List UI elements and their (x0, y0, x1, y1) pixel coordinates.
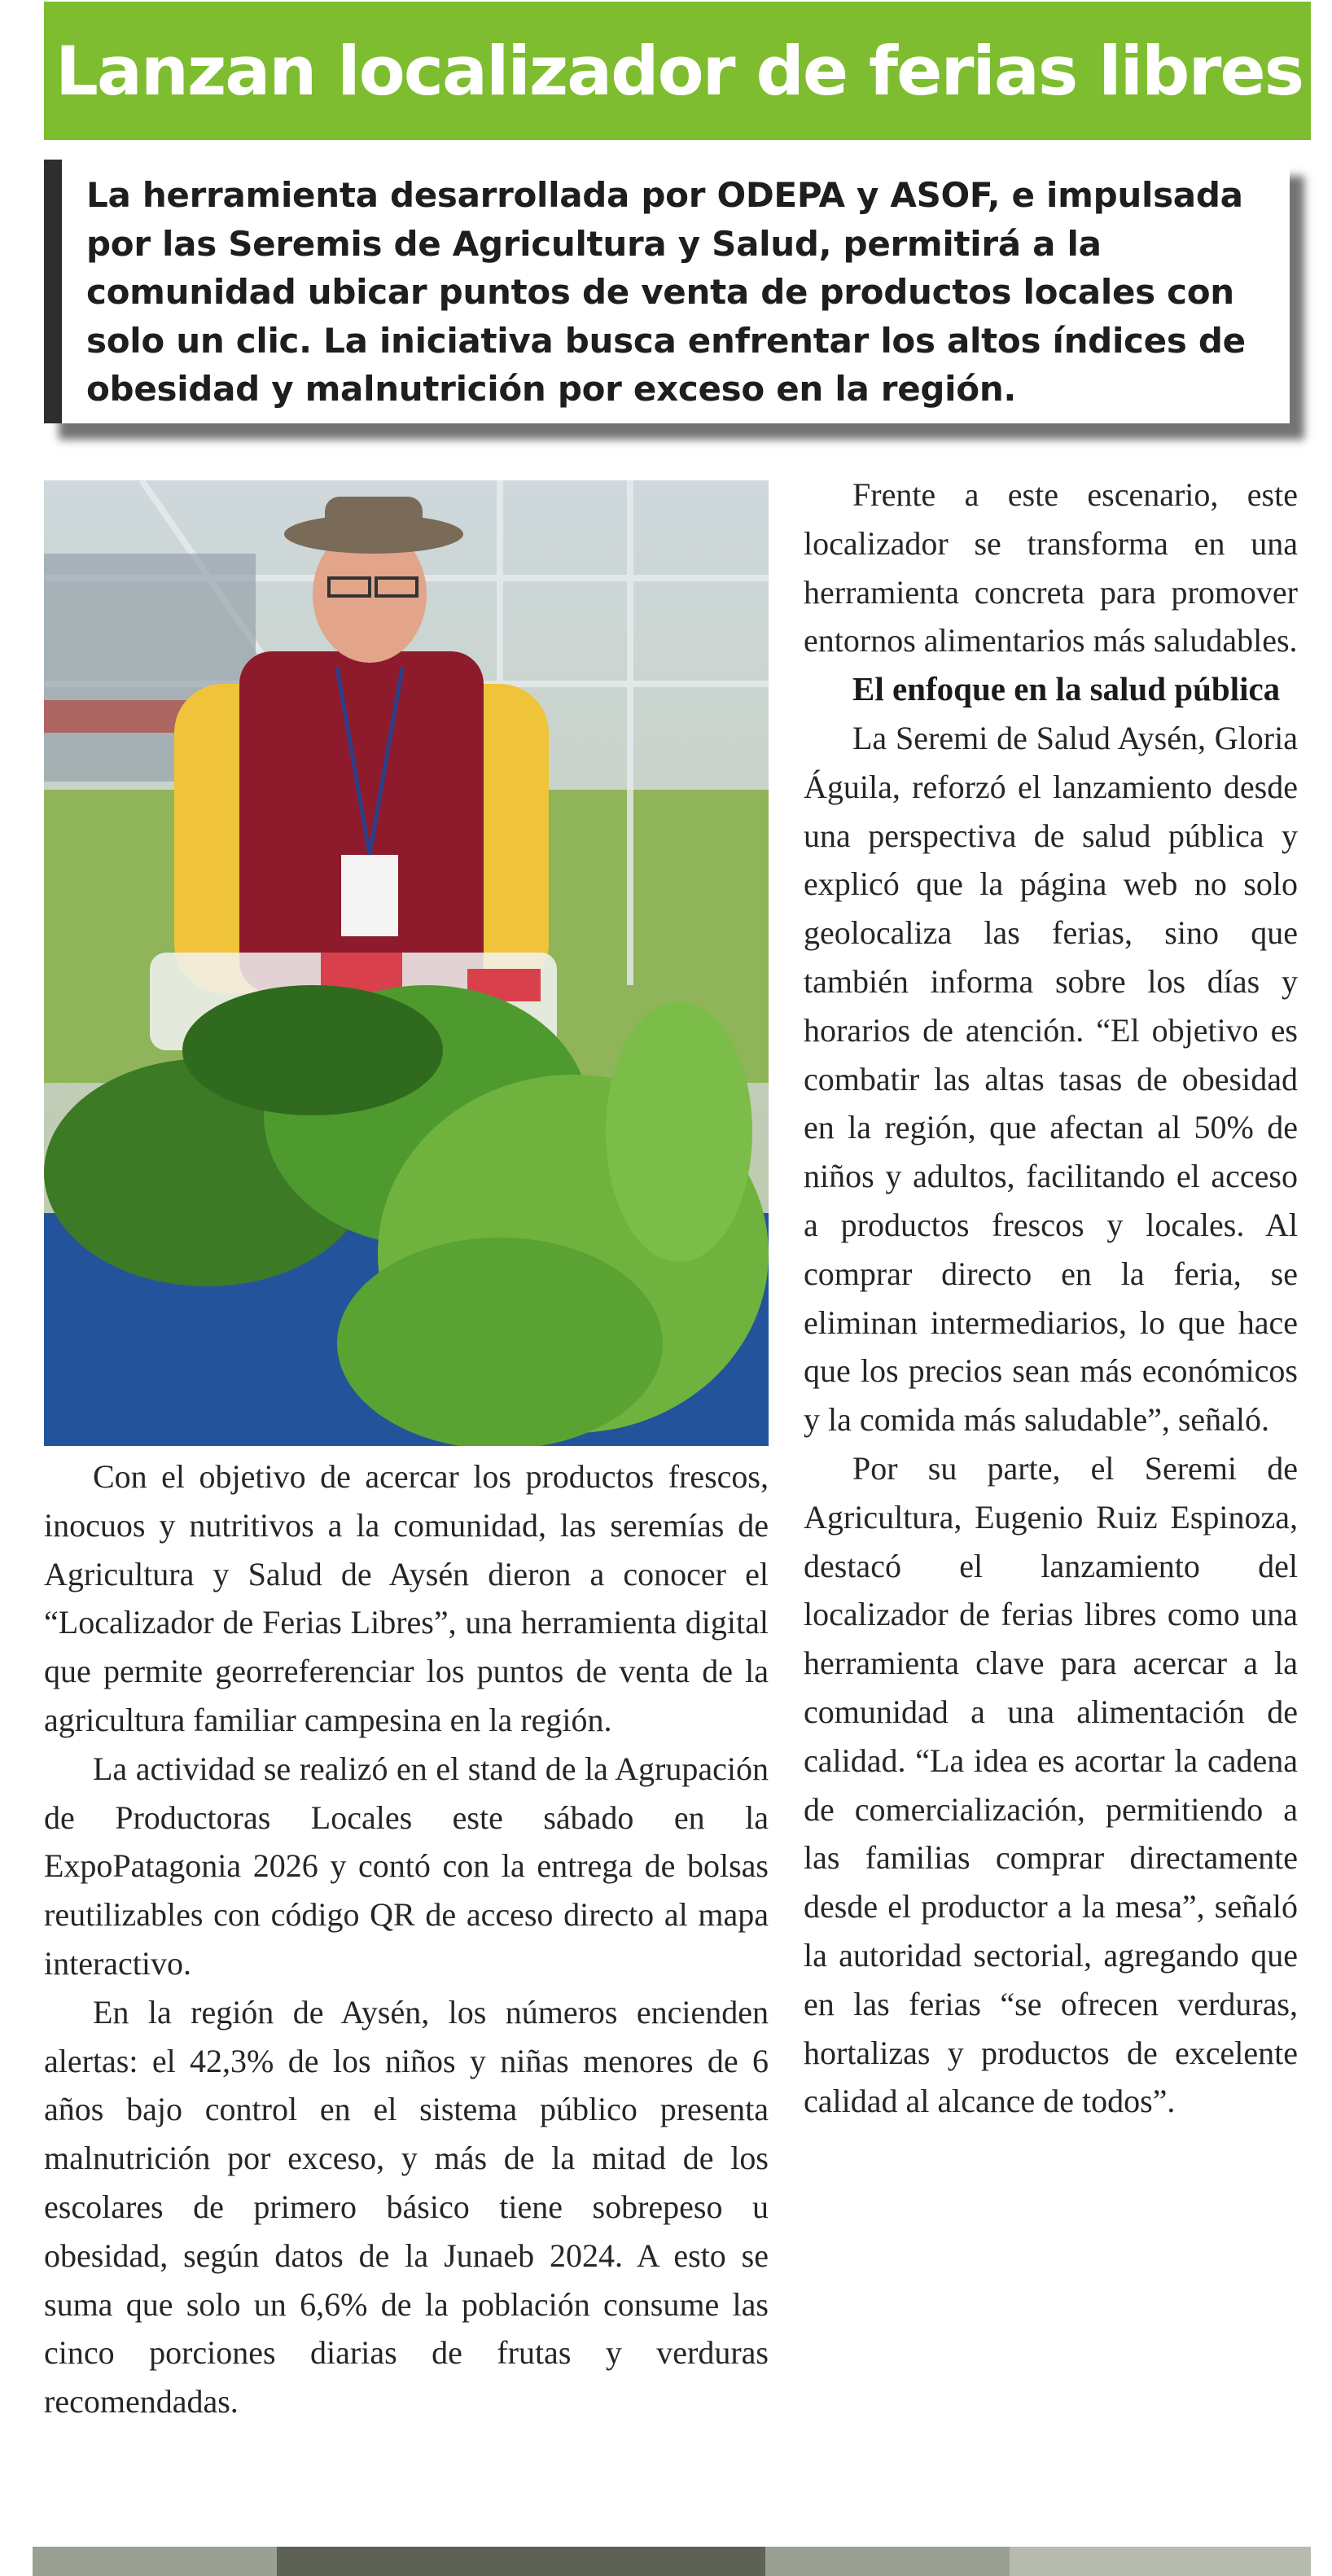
next-photo-illustration (33, 2547, 1311, 2576)
headline-banner (44, 2, 1311, 140)
next-photo-edge (33, 2547, 1311, 2576)
body-paragraph: La Seremi de Salud Aysén, Gloria Águila, reforzó el lanzamiento desde una perspectiva de salud pública y explicó que la página web no solo geolocaliza las ferias, sino que también informa sobre los días y horarios de atención. “El objetivo es combatir las altas tasas de obesidad en la región, que afectan al 50% de niños y adultos, facilitando el acceso a productos frescos y locales. Al comprar directo en la feria, se eliminan intermediarios, lo que hace que los precios sean más económicos y la comida más saludable”, señaló. (804, 719, 1298, 1439)
body-paragraph: Por su parte, el Seremi de Agricultura, Eugenio Ruiz Espinoza, destacó el lanzamiento del localizador de ferias libres como una herramienta clave para acercar a la comunidad a una alimentación de calidad. “La idea es acortar la cadena de comercialización, permitiendo a las familias comprar directamente desde el productor a la mesa”, señaló la autoridad sectorial, agregando que en las ferias “se ofrecen verduras, hortalizas y productos de excelente calidad al alcance de todos”. (804, 1449, 1298, 2120)
body-paragraph: La actividad se realizó en el stand de la Agrupación de Productoras Locales este sábado en la ExpoPatagonia 2026 y contó con la entrega de bolsas reutilizables con código QR de acceso directo al mapa interactivo. (44, 1750, 769, 1982)
body-paragraph: Con el objetivo de acercar los productos frescos, inocuos y nutritivos a la comunidad, las seremías de Agricultura y Salud de Aysén dieron a conocer el “Localizador de Ferias Libres”, una herramienta digital que permite georreferenciar los puntos de venta de la agricultura familiar campesina en la región. (44, 1458, 769, 1738)
body-paragraph: Frente a este escenario, este localizador se transforma en una herramienta concreta para promover entornos alimentarios más saludables. (804, 476, 1298, 659)
right-column (804, 471, 1298, 2126)
body-paragraph: En la región de Aysén, los números encienden alertas: el 42,3% de los niños y niñas menores de 6 años bajo control en el sistema público presenta malnutrición por exceso, y más de la mitad de los escolares de primero básico tiene sobrepeso u obesidad, según datos de la Junaeb 2024. A esto se suma que solo un 6,6% de la población consume las cinco porciones diarias de frutas y verduras recomendadas. (44, 1993, 769, 2420)
lead-paragraph: La herramienta desarrollada por ODEPA y ASOF, e impulsada por las Seremis de Agricultura y Salud, permitirá a la comunidad ubicar puntos de venta de productos locales con solo un clic. La iniciativa busca enfrentar los altos índices de obesidad y malnutrición por exceso en la región. (86, 175, 1246, 409)
vendor-photo-illustration (44, 480, 769, 1446)
section-subheading: El enfoque en la salud pública (852, 670, 1281, 708)
lead-box (44, 160, 1290, 423)
vendor-photo (44, 480, 769, 1446)
left-column (44, 1452, 769, 2426)
headline: Lanzan localizador de ferias libres (55, 31, 1304, 111)
